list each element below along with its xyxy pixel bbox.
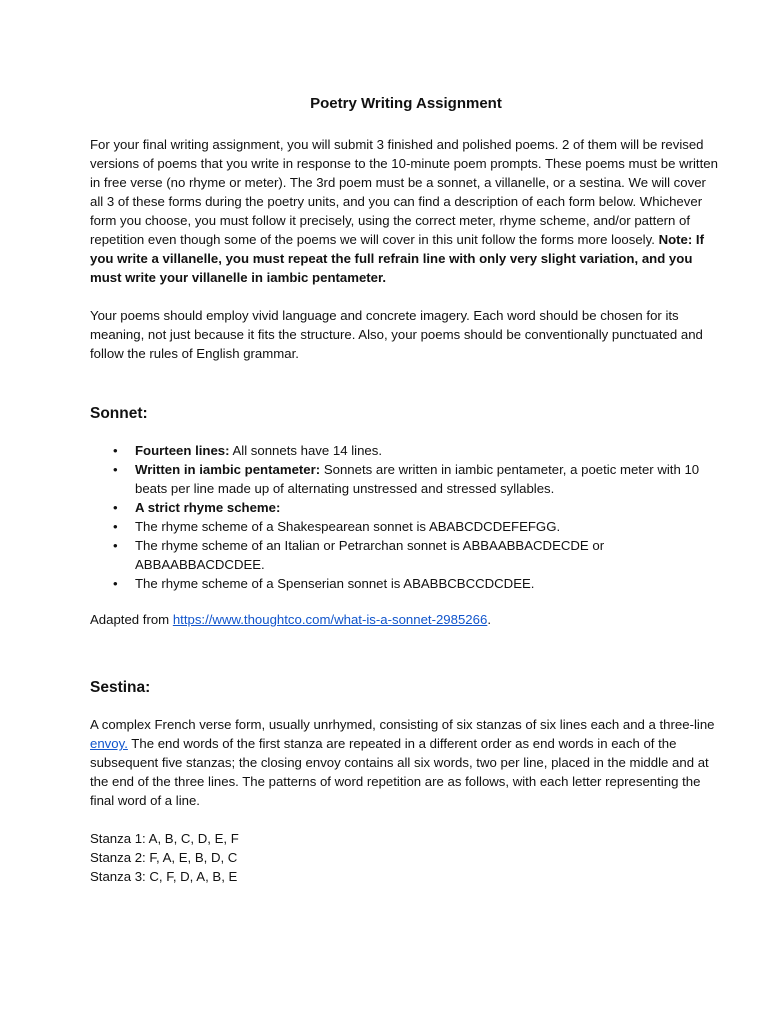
spacer (90, 363, 722, 403)
list-item (113, 498, 722, 517)
stanza-line: Stanza 2: F, A, E, B, D, C (90, 850, 238, 865)
sestina-paragraph (90, 715, 722, 810)
envoy-link[interactable]: envoy. (90, 736, 128, 751)
spacer (90, 629, 722, 677)
bullet-text: The rhyme scheme of a Spenserian sonnet is ABABBCBCCDCDEE. (135, 576, 535, 591)
spacer (90, 810, 722, 829)
document-page (90, 94, 722, 886)
bullet-bold-label: Fourteen lines: (135, 443, 230, 458)
stanza-line: Stanza 3: C, F, D, A, B, E (90, 869, 238, 884)
thoughtco-link[interactable]: https://www.thoughtco.com/what-is-a-sonnet-2985266 (172, 612, 488, 627)
list-item (113, 536, 722, 574)
bullet-bold-label: Written in iambic pentameter: (135, 462, 321, 477)
list-item (113, 517, 722, 536)
sonnet-bullet-list (90, 441, 722, 593)
list-item (113, 460, 722, 498)
bullet-icon: • (113, 500, 118, 515)
bullet-text: The rhyme scheme of an Italian or Petrarchan sonnet is ABBAABBACDECDE or ABBAABBACDCDEE. (135, 538, 605, 572)
bullet-icon: • (113, 538, 118, 553)
bullet-icon: • (113, 443, 118, 458)
bullet-bold-label: A strict rhyme scheme: (135, 500, 281, 515)
intro-paragraph (90, 135, 722, 287)
list-item (113, 574, 722, 593)
bullet-text: Sonnets are written in iambic pentameter, a poetic meter with 10 beats per line made up of alternating unstressed and stressed syllables. (135, 462, 700, 496)
spacer (90, 593, 722, 610)
bullet-icon: • (113, 462, 118, 477)
villanelle-note: Note: If you write a villanelle, you must repeat the full refrain line with only very slight variation, and you must write your villanelle in iambic pentameter. (90, 232, 704, 285)
sestina-heading: Sestina: (90, 679, 151, 696)
bullet-text: All sonnets have 14 lines. (229, 443, 383, 458)
list-item (113, 441, 722, 460)
intro-text: For your final writing assignment, you will submit 3 finished and polished poems. 2 of them will be revised versions of poems that you write in response to the 10-minute poem prompts. These poems must be written in free verse (no rhyme or meter). The 3rd poem must be a sonnet, a villanelle, or a sestina. We will cover all 3 of these forms during the poetry units, and you can find a description of each form below. Whichever form you choose, you must follow it precisely, using the correct meter, rhyme scheme, and/or pattern of repetition even though some of the poems we will cover in this unit follow the forms more loosely. (90, 137, 718, 247)
spacer (90, 287, 722, 306)
bullet-icon: • (113, 576, 118, 591)
sonnet-heading: Sonnet: (90, 405, 148, 422)
sestina-text-before: A complex French verse form, usually unrhymed, consisting of six stanzas of six lines each and a three-line (90, 717, 715, 732)
bullet-text: The rhyme scheme of a Shakespearean sonnet is ABABCDCDEFEFGG. (135, 519, 561, 534)
adapted-prefix: Adapted from (90, 612, 173, 627)
bullet-icon: • (113, 519, 118, 534)
sestina-text-after: The end words of the first stanza are repeated in a different order as end words in each of the subsequent five stanzas; the closing envoy contains all six words, two per line, placed in the middle and at the end of the three lines. The patterns of word repetition are as follows, with each letter representing the final word of a line. (90, 736, 709, 808)
adapted-suffix: . (487, 612, 491, 627)
page-title: Poetry Writing Assignment (310, 95, 502, 112)
stanza-line: Stanza 1: A, B, C, D, E, F (90, 831, 239, 846)
adapted-from-line (90, 610, 722, 629)
style-paragraph: Your poems should employ vivid language and concrete imagery. Each word should be chosen for its meaning, not just because it fits the structure. Also, your poems should be conventionally punctuated and follow the rules of English grammar. (90, 308, 703, 361)
